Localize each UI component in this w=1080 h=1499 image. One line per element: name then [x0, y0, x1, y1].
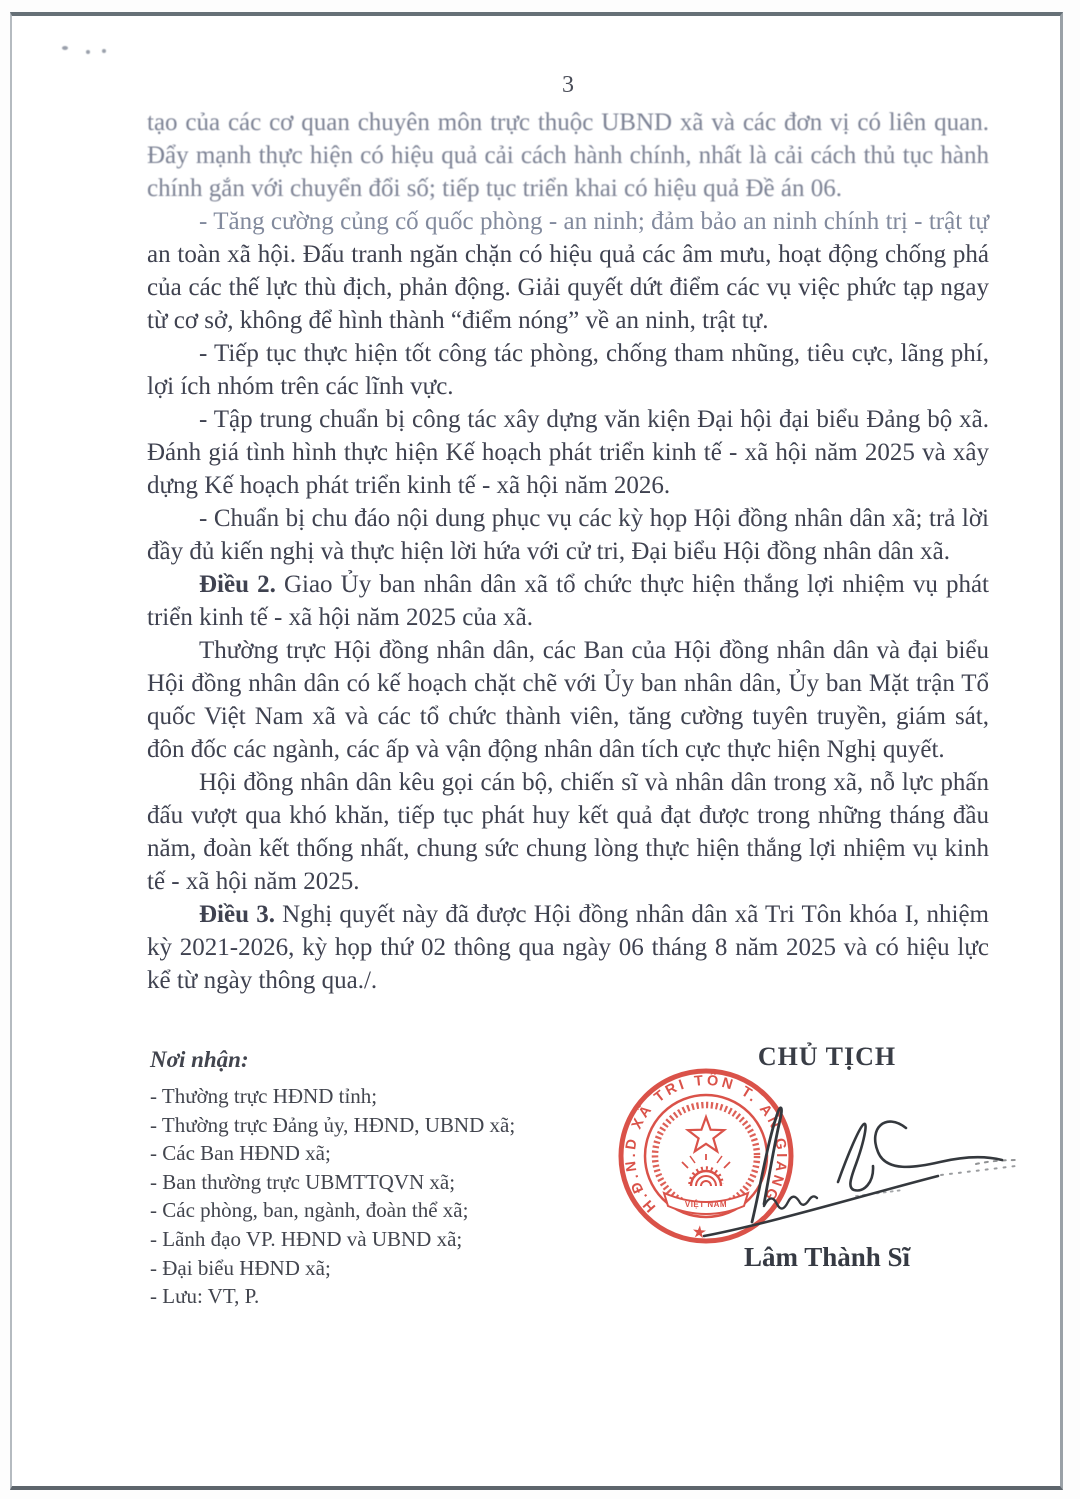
recipient-item: - Đại biểu HĐND xã;: [150, 1255, 331, 1280]
article-3-text: Nghị quyết này đã được Hội đồng nhân dân xã Tri Tôn khóa I, nhiệm kỳ 2021-2026, kỳ họp thứ 02 thông qua ngày 06 tháng 8 năm 2025 và có hiệu lực kể từ ngày thông qua./.: [147, 901, 989, 994]
body-paragraph: - Tập trung chuẩn bị công tác xây dựng văn kiện Đại hội đại biểu Đảng bộ xã. Đánh giá tình hình thực hiện Kế hoạch phát triển kinh tế - xã hội năm 2025 và xây dựng Kế hoạch phát triển kinh tế - xã hội năm 2026.: [147, 406, 989, 499]
article-3-label: Điều 3.: [199, 901, 275, 928]
recipient-item: - Lưu: VT, P.: [150, 1284, 260, 1309]
body-paragraph: Thường trực Hội đồng nhân dân, các Ban của Hội đồng nhân dân và đại biểu Hội đồng nhân dân có kế hoạch chặt chẽ với Ủy ban nhân dân, Ủy ban Mặt trận Tổ quốc Việt Nam xã và các tổ chức thành viên, tăng cường tuyên truyền, giám sát, đôn đốc các ngành, các ấp và vận động nhân dân tích cực thực hiện Nghị quyết.: [147, 637, 989, 763]
body-paragraph: tạo của các cơ quan chuyên môn trực thuộc UBND xã và các đơn vị có liên quan. Đẩy mạnh thực hiện có hiệu quả cải cách hành chính, nhất là cải cách thủ tục hành chính gắn với chuyển đổi số; tiếp tục triển khai có hiệu quả Đề án 06.: [147, 109, 989, 202]
recipients-title: Nơi nhận:: [150, 1047, 249, 1072]
page-number: 3: [562, 72, 574, 98]
document-page: [10, 12, 1063, 1490]
seal-banner-text: VIỆT NAM: [684, 1200, 728, 1209]
seal-bottom-star: ★: [690, 1222, 708, 1243]
scan-speck: [62, 46, 68, 50]
scan-speck: [86, 50, 90, 54]
body-paragraph: - Tăng cường củng cố quốc phòng - an ninh; đảm bảo an ninh chính trị - trật tự an toàn xã hội. Đấu tranh ngăn chặn có hiệu quả các âm mưu, hoạt động chống phá của các thế lực thù địch, phản động. Giải quyết dứt điểm các vụ việc phức tạp ngay từ cơ sở, không để hình thành “điểm nóng” về an ninh, trật tự.: [147, 208, 989, 334]
article-2-label: Điều 2.: [199, 571, 276, 598]
body-paragraph-article-3: [147, 898, 989, 997]
body-paragraph: Hội đồng nhân dân kêu gọi cán bộ, chiến sĩ và nhân dân trong xã, nỗ lực phấn đấu vượt qua khó khăn, tiếp tục phát huy kết quả đạt được trong những tháng đầu năm, đoàn kết thống nhất, chung sức chung lòng thực hiện thắng lợi nhiệm vụ kinh tế - xã hội năm 2025.: [147, 769, 989, 895]
scan-speck: [102, 49, 106, 53]
recipient-item: - Lãnh đạo VP. HĐND và UBND xã;: [150, 1226, 463, 1251]
body-paragraph: - Tiếp tục thực hiện tốt công tác phòng, chống tham nhũng, tiêu cực, lãng phí, lợi ích nhóm trên các lĩnh vực.: [147, 340, 989, 400]
signer-name: Lâm Thành Sĩ: [743, 1242, 911, 1272]
recipient-item: - Thường trực HĐND tỉnh;: [150, 1084, 378, 1108]
recipient-item: - Các phòng, ban, ngành, đoàn thể xã;: [150, 1198, 469, 1223]
body-paragraph-article-2: [147, 568, 989, 634]
seal-ring-text: H.Đ.N.D XÃ TRI TÔN T. AN GIANG: [622, 1072, 790, 1215]
article-2-text: Giao Ủy ban nhân dân xã tổ chức thực hiện thắng lợi nhiệm vụ phát triển kinh tế - xã hội năm 2025 của xã.: [147, 571, 989, 631]
signer-title: CHỦ TỊCH: [757, 1042, 897, 1071]
recipient-item: - Ban thường trực UBMTTQVN xã;: [150, 1169, 456, 1194]
recipients-block: [150, 1047, 515, 1311]
body-paragraph: - Chuẩn bị chu đáo nội dung phục vụ các kỳ họp Hội đồng nhân dân xã; trả lời đầy đủ kiến nghị và thực hiện lời hứa với cử tri, Đại biểu Hội đồng nhân dân xã.: [147, 505, 989, 565]
signature-ink: [698, 1094, 1038, 1264]
document-body: [147, 106, 989, 997]
recipient-item: - Các Ban HĐND xã;: [150, 1141, 331, 1166]
recipient-item: - Thường trực Đảng ủy, HĐND, UBND xã;: [150, 1112, 516, 1137]
